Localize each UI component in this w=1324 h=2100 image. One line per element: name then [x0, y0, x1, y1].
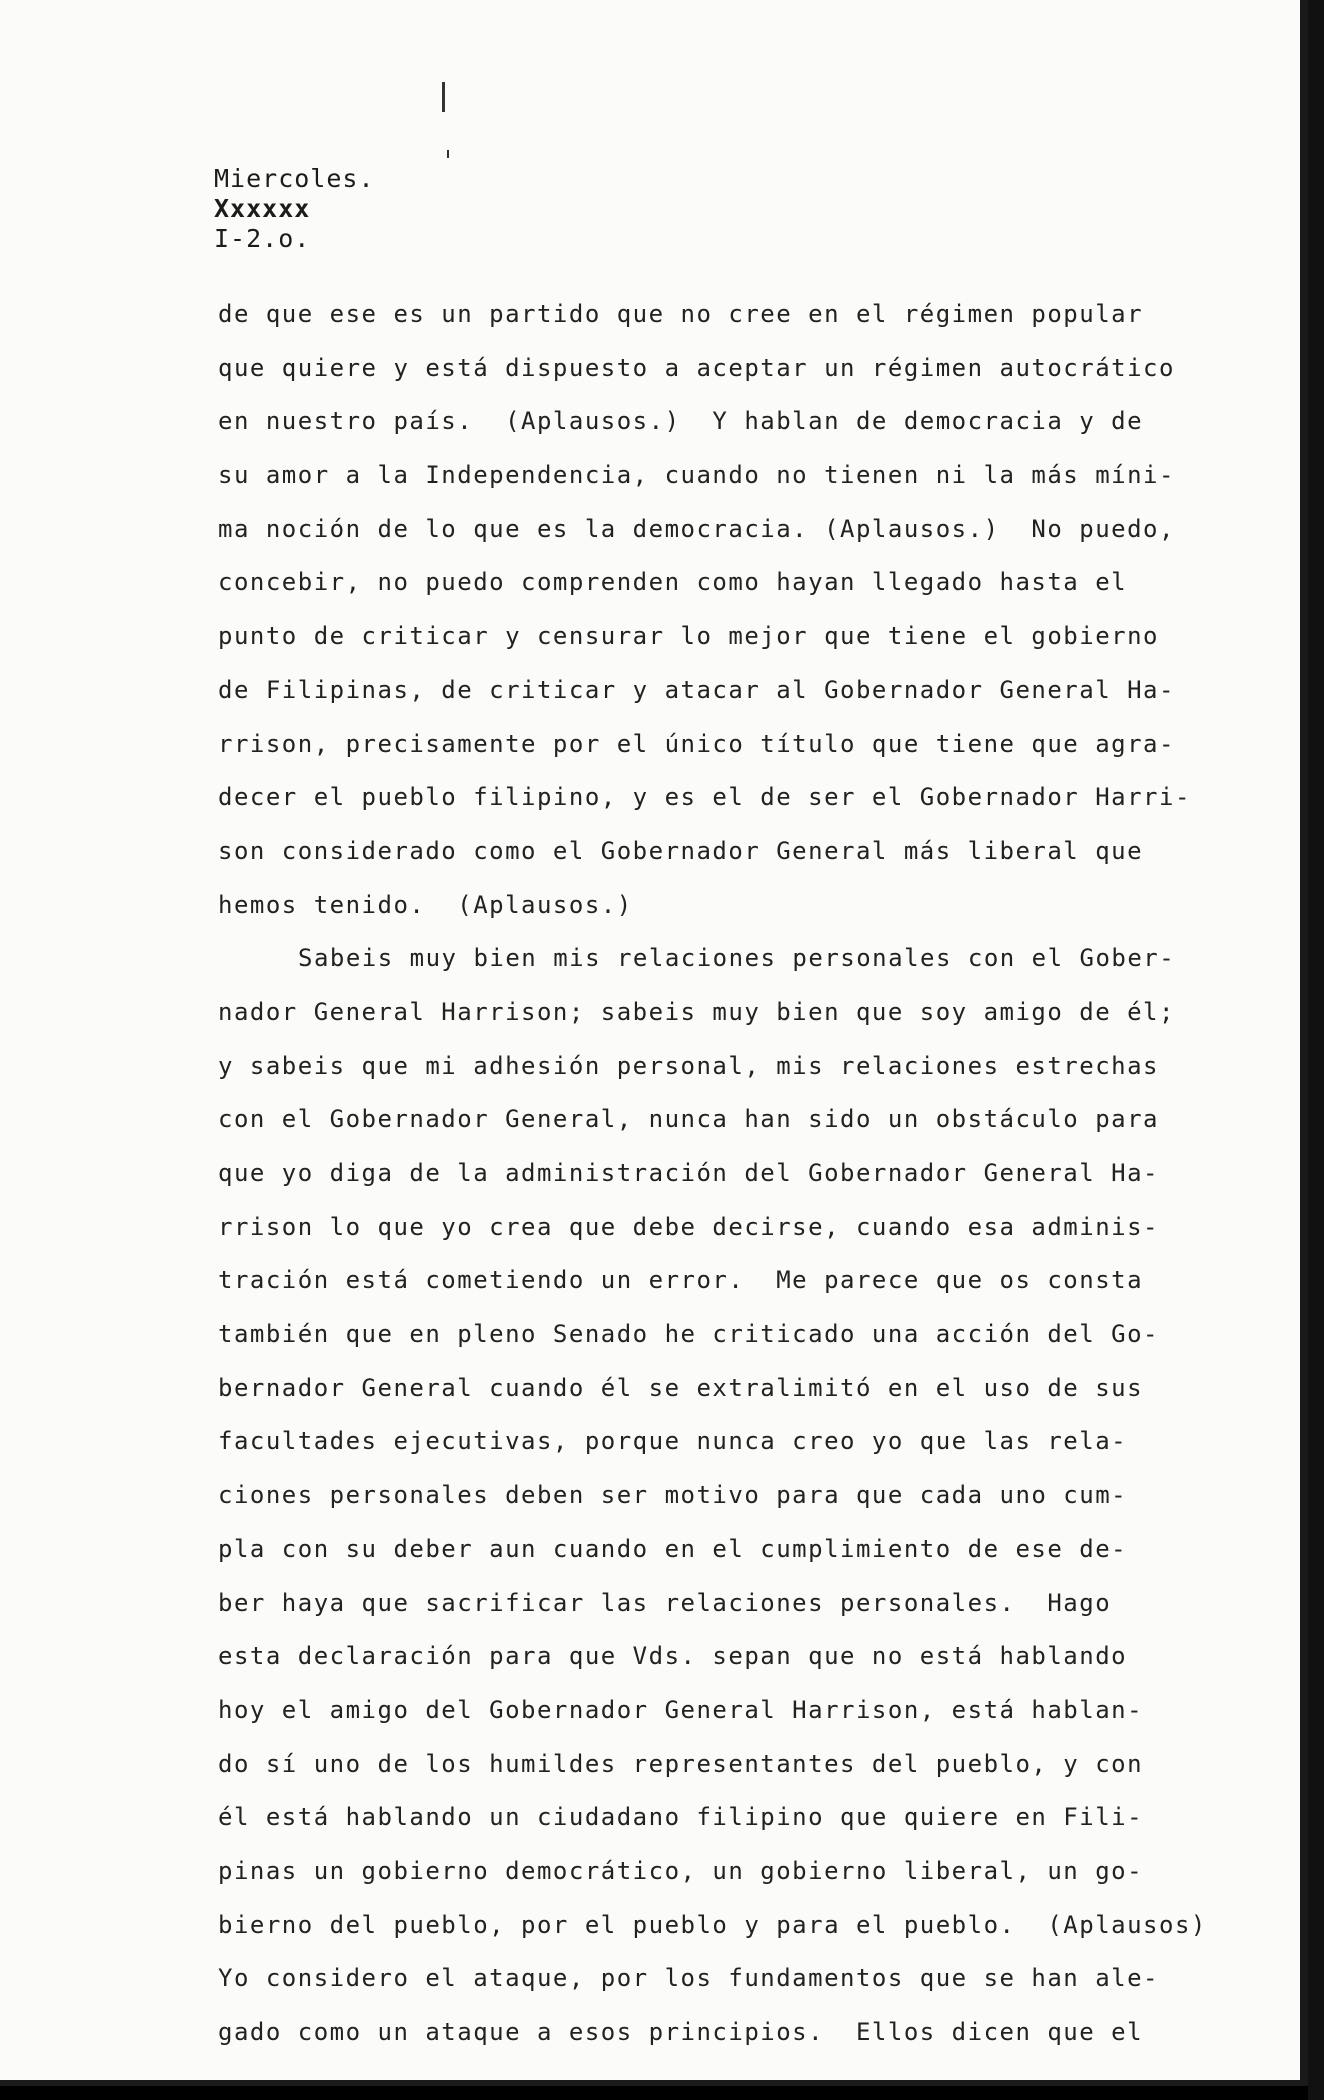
text-line: gado como un ataque a esos principios. Ellos dicen que el — [218, 2018, 1144, 2046]
text-line: concebir, no puedo comprenden como hayan llegado hasta el — [218, 568, 1128, 597]
document-header — [214, 164, 375, 254]
text-line: son considerado como el Gobernador General más liberal que — [218, 836, 1144, 865]
header-struck-text: Xxxxxx — [214, 194, 311, 223]
text-line: pinas un gobierno democrático, un gobierno liberal, un go- — [218, 1856, 1144, 1885]
text-line: ma noción de lo que es la democracia. (Aplausos.) No puedo, — [218, 514, 1175, 543]
text-line: y sabeis que mi adhesión personal, mis relaciones estrechas — [218, 1051, 1160, 1080]
text-line: rrison, precisamente por el único título que tiene que agra- — [218, 729, 1175, 758]
text-line: bierno del pueblo, por el pueblo y para el pueblo. (Aplausos) — [218, 1910, 1207, 1939]
paragraph-start-line: Sabeis muy bien mis relaciones personales con el Gober- — [298, 944, 1176, 973]
header-page-ref: I-2.o. — [214, 224, 311, 253]
text-line: esta declaración para que Vds. sepan que no está hablando — [218, 1642, 1128, 1671]
text-line: también que en pleno Senado he criticado una acción del Go- — [218, 1320, 1160, 1349]
text-line: en nuestro país. (Aplausos.) Y hablan de democracia y de — [218, 407, 1144, 436]
text-line: punto de criticar y censurar lo mejor que tiene el gobierno — [218, 622, 1160, 651]
text-line: tración está cometiendo un error. Me parece que os consta — [218, 1266, 1144, 1295]
speech-text — [218, 288, 1208, 2060]
text-line: rrison lo que yo crea que debe decirse, cuando esa adminis- — [218, 1212, 1160, 1241]
header-day: Miercoles. — [214, 164, 375, 193]
text-line: pla con su deber aun cuando en el cumplimiento de ese de- — [218, 1534, 1128, 1563]
punch-mark — [447, 150, 449, 158]
punch-mark — [442, 82, 445, 112]
text-line: de Filipinas, de criticar y atacar al Gobernador General Ha- — [218, 675, 1175, 704]
scan-border — [1308, 0, 1324, 2100]
text-line: su amor a la Independencia, cuando no tienen ni la más míni- — [218, 461, 1175, 490]
text-line: facultades ejecutivas, porque nunca creo yo que las rela- — [218, 1427, 1128, 1456]
text-line: que yo diga de la administración del Gobernador General Ha- — [218, 1159, 1160, 1187]
text-line: ber haya que sacrificar las relaciones personales. Hago — [218, 1588, 1112, 1617]
text-line: bernador General cuando él se extralimitó en el uso de sus — [218, 1373, 1144, 1402]
text-line: de que ese es un partido que no cree en el régimen popular — [218, 300, 1144, 328]
text-line: con el Gobernador General, nunca han sido un obstáculo para — [218, 1105, 1160, 1134]
text-line: hemos tenido. (Aplausos.) — [218, 890, 633, 919]
text-line: do sí uno de los humildes representantes del pueblo, y con — [218, 1749, 1144, 1778]
text-line: hoy el amigo del Gobernador General Harrison, está hablan- — [218, 1695, 1144, 1724]
text-line: Yo considero el ataque, por los fundamentos que se han ale- — [218, 1964, 1160, 1993]
text-line: decer el pueblo filipino, y es el de ser el Gobernador Harri- — [218, 783, 1191, 812]
text-line: que quiere y está dispuesto a aceptar un régimen autocrático — [218, 353, 1175, 382]
text-line: nador General Harrison; sabeis muy bien que soy amigo de él; — [218, 997, 1175, 1026]
text-line: él está hablando un ciudadano filipino que quiere en Fili- — [218, 1803, 1144, 1832]
text-line: ciones personales deben ser motivo para que cada uno cum- — [218, 1481, 1128, 1510]
